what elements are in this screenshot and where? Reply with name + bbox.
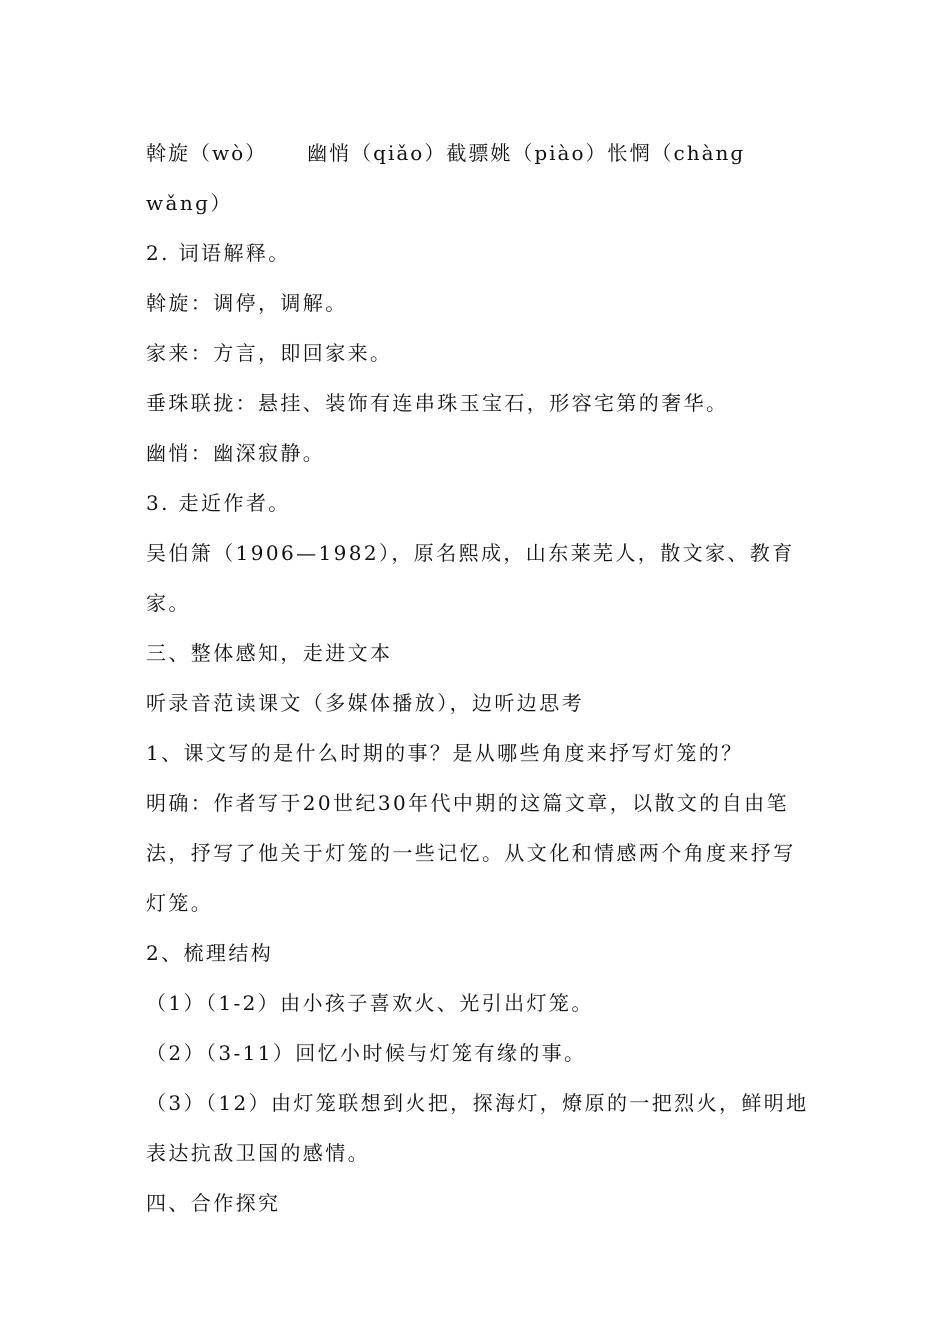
definition-youqiao — [146, 428, 810, 478]
paragraph-text: 吴伯箫（1906—1982），原名熙成，山东莱芜人，散文家、教育 — [146, 541, 795, 565]
vocab-pinyin-continuation — [146, 178, 810, 228]
pinyin-woxuan: 斡旋（wò） — [146, 141, 268, 165]
listening-instruction — [146, 678, 810, 728]
pinyin-youqiao-etc: 幽悄（qiǎo）截骠姚（piào）怅惘（chànɡ — [307, 141, 746, 165]
heading-text: 2. 词语解释。 — [146, 241, 291, 265]
list-item-text: （3）（12）由灯笼联想到火把，探海灯，燎原的一把烈火，鲜明地 — [146, 1091, 809, 1115]
definition-chuizhulianlong — [146, 378, 810, 428]
section-heading-author — [146, 478, 810, 528]
heading-text: 三、整体感知，走进文本 — [146, 641, 393, 665]
definition-text: 斡旋：调停，调解。 — [146, 291, 348, 315]
structure-item-3-line-2 — [146, 1128, 810, 1178]
pinyin-wangwang: wǎnɡ） — [146, 191, 233, 215]
list-item-text: （2）（3-11）回忆小时候与灯笼有缘的事。 — [146, 1041, 587, 1065]
definition-text: 家来：方言，即回家来。 — [146, 341, 393, 365]
structure-item-1 — [146, 978, 810, 1028]
heading-text: 3. 走近作者。 — [146, 491, 291, 515]
document-body — [146, 128, 810, 1228]
question-1 — [146, 728, 810, 778]
section-heading-overall — [146, 628, 810, 678]
definition-text: 垂珠联拢：悬挂、装饰有连串珠玉宝石，形容宅第的奢华。 — [146, 391, 729, 415]
paragraph-text: 家。 — [146, 591, 191, 615]
answer-paragraph-line-3 — [146, 878, 810, 928]
paragraph-text: 听录音范读课文（多媒体播放），边听边思考 — [146, 691, 584, 715]
list-item-text: 表达抗敌卫国的感情。 — [146, 1141, 370, 1165]
structure-heading — [146, 928, 810, 978]
section-heading-cooperation — [146, 1178, 810, 1228]
definition-jialai — [146, 328, 810, 378]
author-paragraph-line-2 — [146, 578, 810, 628]
structure-item-3-line-1 — [146, 1078, 810, 1128]
answer-text: 法，抒写了他关于灯笼的一些记忆。从文化和情感两个角度来抒写 — [146, 841, 796, 865]
answer-text: 明确：作者写于20世纪30年代中期的这篇文章，以散文的自由笔 — [146, 791, 789, 815]
definition-text: 幽悄：幽深寂静。 — [146, 441, 326, 465]
answer-text: 灯笼。 — [146, 891, 214, 915]
list-item-text: （1）（1-2）由小孩子喜欢火、光引出灯笼。 — [146, 991, 594, 1015]
answer-paragraph-line-2 — [146, 828, 810, 878]
definition-woxuan — [146, 278, 810, 328]
answer-paragraph-line-1 — [146, 778, 810, 828]
section-heading-word-explanation — [146, 228, 810, 278]
heading-text: 2、梳理结构 — [146, 941, 274, 965]
heading-text: 四、合作探究 — [146, 1191, 281, 1215]
question-text: 1、课文写的是什么时期的事？是从哪些角度来抒写灯笼的？ — [146, 741, 744, 765]
author-paragraph-line-1 — [146, 528, 810, 578]
structure-item-2 — [146, 1028, 810, 1078]
vocab-pinyin-line — [146, 128, 810, 178]
